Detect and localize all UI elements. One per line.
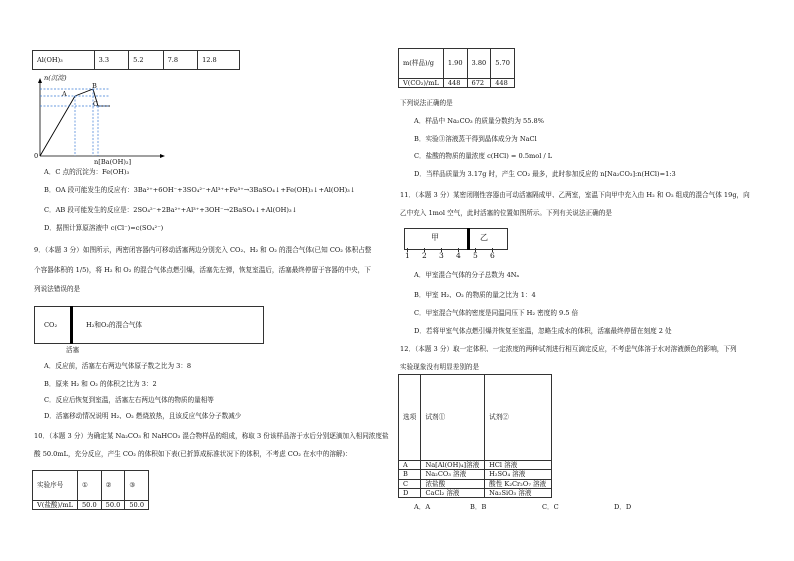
q12-option-b: B．B — [470, 503, 487, 511]
q12-cell: 选项 — [399, 375, 421, 461]
q8-option-c: C．AB 段可能发生的反应是：2SO₄²⁻+2Ba²⁺+Al³⁺+3OH⁻→2BaSO₄↓+Al(OH)₃↓ — [44, 206, 298, 214]
q11-tick-label: 6 — [490, 251, 495, 260]
q9-line: 列说法错误的是 — [34, 285, 81, 293]
q12-cell: Na[Al(OH)₄]溶液 — [421, 461, 485, 470]
aloh-cell: Al(OH)₃ — [33, 51, 95, 70]
sample-cell: 5.70 — [491, 49, 515, 79]
q9-line: 9．（本题 3 分）如图所示，两密闭容器内可移动活塞两边分别充入 CO₂、H₂ 和 O₂ 的混合气体(已知 CO₂ 体积占整 — [34, 246, 372, 254]
q10-table — [32, 470, 149, 510]
graph-point-c: C — [93, 100, 99, 108]
precipitate-graph — [30, 76, 170, 166]
q12-option-a: A．A — [414, 503, 431, 511]
aloh-cell: 5.2 — [129, 51, 163, 70]
q11-chamber-jia: 甲 — [431, 233, 439, 242]
q11-container-box — [404, 228, 508, 250]
q12-cell: 试剂② — [485, 375, 552, 461]
sample-cell: 672 — [467, 78, 491, 87]
q9-option-a: A．反应前，活塞左右两边气体原子数之比为 3：8 — [44, 362, 192, 370]
q12-line: 12．（本题 3 分）取一定体积、一定浓度的两种试剂进行相互滴定反应，不考虑气体溶于水对溶液颜色的影响，下列 — [400, 345, 737, 353]
sample-table — [398, 48, 515, 88]
q10-cell: 50.0 — [77, 500, 101, 509]
q9-container-box — [34, 306, 264, 344]
q11-tick-label: 4 — [456, 251, 461, 260]
q10-cell: ③ — [125, 471, 149, 501]
q12-cell: 浓盐酸 — [421, 479, 485, 488]
q8-option-a: A．C 点的沉淀为：Fe(OH)₃ — [44, 168, 130, 176]
sample-cell: V(CO₂)/mL — [399, 78, 444, 87]
sample-cell: 1.90 — [443, 49, 467, 79]
aloh-table — [32, 50, 240, 70]
q8-option-d: D．据图计算原溶液中 c(Cl⁻)=c(SO₄²⁻) — [44, 224, 164, 232]
q11-option-a: A．甲室混合气体的分子总数为 4Nₐ — [414, 271, 520, 279]
q10-cell: 50.0 — [101, 500, 125, 509]
q11-tick-label: 5 — [473, 251, 478, 260]
q9-option-b: B．原来 H₂ 和 O₂ 的体积之比为 3：2 — [44, 380, 157, 388]
q10-cell: V(盐酸)/mL — [33, 500, 78, 509]
q11-tick-label: 2 — [422, 251, 427, 260]
q12-cell: B — [399, 470, 421, 479]
q12-cell: Na₂CO₃ 溶液 — [421, 470, 485, 479]
q11-line: 乙中充入 1mol 空气，此时活塞的位置如图所示。下列有关说法正确的是 — [400, 209, 612, 217]
q10-option-d: D．当样品质量为 3.17g 时，产生 CO₂ 最多，此时参加反应的 n[Na₂CO₃]:n(HCl)=1:3 — [414, 170, 676, 178]
q12-option-d: D．D — [614, 503, 632, 511]
graph-origin: 0 — [34, 152, 39, 160]
q11-option-d: D．若将甲室气体点燃引爆并恢复至室温，忽略生成水的体积，活塞最终停留在刻度 2 处 — [414, 327, 672, 335]
q12-cell: D — [399, 488, 421, 497]
q9-left-gas: CO₂ — [44, 321, 58, 329]
q10-cell: ② — [101, 471, 125, 501]
q12-line: 实验现象没有明显差别的是 — [400, 363, 480, 371]
q12-option-c: C．C — [542, 503, 559, 511]
q12-cell: H₂SO₄ 溶液 — [485, 470, 552, 479]
q12-cell: 试剂① — [421, 375, 485, 461]
q10-option-c: C．盐酸的物质的量浓度 c(HCl) = 0.5mol / L — [414, 152, 553, 160]
q9-piston — [70, 306, 73, 344]
aloh-cell: 7.8 — [163, 51, 197, 70]
graph-ylabel: n(沉淀) — [44, 74, 67, 82]
q11-tick-label: 3 — [439, 251, 444, 260]
q10-cell: 50.0 — [125, 500, 149, 509]
sample-cell: m(样品)/g — [399, 49, 444, 79]
aloh-cell: 12.8 — [198, 51, 240, 70]
q12-cell: HCl 溶液 — [485, 461, 552, 470]
graph-xlabel: n[Ba(OH)₂] — [94, 158, 132, 166]
q12-cell: CaCl₂ 溶液 — [421, 488, 485, 497]
q11-option-b: B．甲室 H₂、O₂ 的物质的量之比为 1：4 — [414, 291, 536, 299]
aloh-cell: 3.3 — [94, 51, 128, 70]
q11-chamber-yi: 乙 — [480, 233, 488, 242]
sample-cell: 3.80 — [467, 49, 491, 79]
graph-point-b: B — [92, 82, 97, 90]
q11-line: 11．（本题 3 分）某密闭刚性容器由可动活塞隔成甲、乙两室，室温下向甲中充入由 H₂ 和 O₂ 组成的混合气体 19g，向 — [400, 191, 750, 199]
q10-cell: 实验序号 — [33, 471, 78, 501]
q9-line: 个容器体积的 1/5)，将 H₂ 和 O₂ 的混合气体点燃引爆，活塞先左弹，恢复室温后，活塞最终停留于容器的中央，下 — [34, 266, 371, 274]
q11-option-c: C．甲室混合气体的密度是同温同压下 H₂ 密度的 9.5 倍 — [414, 309, 579, 317]
graph-point-a: A — [62, 90, 67, 98]
q9-option-c: C．反应后恢复到室温，活塞左右两边气体的物质的量相等 — [44, 396, 214, 404]
q10-line: 10．（本题 3 分）为确定某 Na₂CO₃ 和 NaHCO₃ 混合物样品的组成，称取 3 份该样品溶于水后分别逐滴加入相同浓度盐 — [34, 432, 389, 440]
q9-right-gas: H₂和O₂的混合气体 — [86, 321, 143, 329]
q12-cell: A — [399, 461, 421, 470]
q10-cell: ① — [77, 471, 101, 501]
q9-piston-label: 活塞 — [66, 346, 80, 354]
q12-table — [398, 374, 552, 498]
q10-prompt: 下列说法正确的是 — [400, 99, 453, 107]
q8-option-b: B．OA 段可能发生的反应有：3Ba²⁺+6OH⁻+3SO₄²⁻+Al³⁺+Fe³⁺→3BaSO₄↓+Fe(OH)₃↓+Al(OH)₃↓ — [44, 186, 356, 194]
q10-option-a: A．样品中 Na₂CO₃ 的质量分数约为 55.8% — [414, 117, 544, 125]
q12-cell: Na₂SiO₃ 溶液 — [485, 488, 552, 497]
q10-line: 酸 50.0mL，充分反应，产生 CO₂ 的体积如下表(已折算成标准状况下的体积，不考虑 CO₂ 在水中的溶解)： — [34, 450, 352, 458]
q11-tick-label: 1 — [405, 251, 410, 260]
q12-cell: C — [399, 479, 421, 488]
q9-option-d: D．活塞移动情况说明 H₂、O₂ 燃烧放热，且该反应气体分子数减少 — [44, 412, 242, 420]
q10-option-b: B．实验③溶液蒸干得到晶体成分为 NaCl — [414, 135, 537, 143]
q11-piston — [467, 228, 470, 250]
q12-cell: 酸性 K₂Cr₂O₇ 溶液 — [485, 479, 552, 488]
sample-cell: 448 — [443, 78, 467, 87]
sample-cell: 448 — [491, 78, 515, 87]
